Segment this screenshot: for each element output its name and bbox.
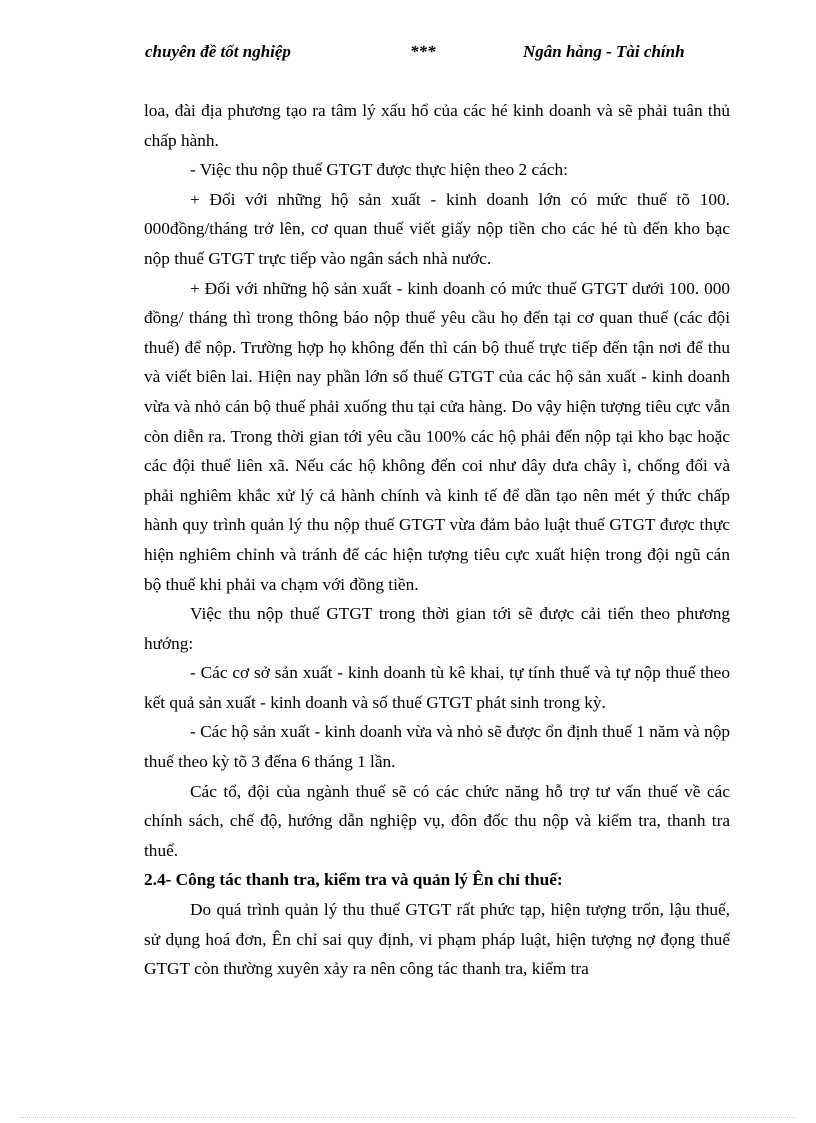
page-bottom-divider — [20, 1117, 796, 1118]
paragraph: - Các hộ sản xuất - kinh doanh vừa và nhỏ sẽ được ổn định thuế 1 năm và nộp thuế theo kỳ tõ 3 đếna 6 tháng 1 lần. — [144, 722, 730, 772]
page-header — [145, 42, 705, 66]
section-heading: 2.4- Công tác thanh tra, kiểm tra và quản lý Ên chỉ thuế: — [144, 870, 563, 890]
paragraph: + Đối với những hộ sản xuất - kinh doanh có mức thuế GTGT dưới 100. 000 đồng/ tháng thì trong thông báo nộp thuế yêu cầu họ đến tại cơ quan thuế (các đội thuế) để nộp. Trường hợp họ không đến thì cán bộ thuế trực tiếp đến tận nơi để thu và viết biên lai. Hiện nay phần lớn số thuế GTGT của các hộ sản xuất - kinh doanh vừa và nhỏ cán bộ thuế phải xuống thu tại cửa hàng. Do vậy hiện tượng tiêu cực vẫn còn diễn ra. Trong thời gian tới yêu cầu 100% các hộ phải đến nộp tại kho bạc hoặc các đội thuế liên xã. Nếu các hộ không đến coi như dây dưa chây ì, chống đối và phải nghiêm khắc xử lý cả hành chính và kinh tế để dần tạo nên mét ý thức chấp hành quy trình quản lý thu nộp thuế GTGT vừa đảm bảo luật thuế GTGT được thực hiện nghiêm chỉnh và tránh để các hiện tượng tiêu cực xuất hiện trong đội ngũ cán bộ thuế khi phải va chạm với đồng tiền. — [144, 278, 730, 594]
paragraph: - Các cơ sở sản xuất - kinh doanh tù kê khai, tự tính thuế và tự nộp thuế theo kết quả sản xuất - kinh doanh và số thuế GTGT phát sinh trong kỳ. — [144, 663, 730, 712]
paragraph: Do quá trình quản lý thu thuế GTGT rất phức tạp, hiện tượng trốn, lậu thuế, sử dụng hoá đơn, Ên chỉ sai quy định, vi phạm pháp luật, hiện tượng nợ đọng thuế GTGT còn thường xuyên xảy ra nên công tác thanh tra, kiểm tra — [144, 900, 730, 979]
paragraph: Các tổ, đội của ngành thuế sẽ có các chức năng hỗ trợ tư vấn thuế về các chính sách, chế độ, hướng dẫn nghiệp vụ, đôn đốc thu nộp và kiểm tra, thanh tra thuế. — [144, 781, 730, 860]
header-right-title: Ngân hàng - Tài chính — [523, 42, 685, 61]
paragraph: loa, đài địa phương tạo ra tâm lý xấu hổ của các hé kinh doanh và sẽ phải tuân thủ chấp hành. — [144, 101, 730, 150]
paragraph: + Đối với những hộ sản xuất - kinh doanh lớn có mức thuế tõ 100. 000đồng/tháng trở lên, cơ quan thuế viết giấy nộp tiền cho các hé tù đến kho bạc nộp thuế GTGT trực tiếp vào ngân sách nhà nước. — [144, 189, 730, 268]
paragraph: - Việc thu nộp thuế GTGT được thực hiện theo 2 cách: — [190, 160, 568, 180]
document-body — [144, 96, 730, 984]
header-left-title: chuyên đề tốt nghiệp — [145, 42, 291, 61]
header-separator: *** — [410, 42, 436, 61]
paragraph: Việc thu nộp thuế GTGT trong thời gian tới sẽ được cải tiến theo phương hướng: — [144, 604, 730, 653]
